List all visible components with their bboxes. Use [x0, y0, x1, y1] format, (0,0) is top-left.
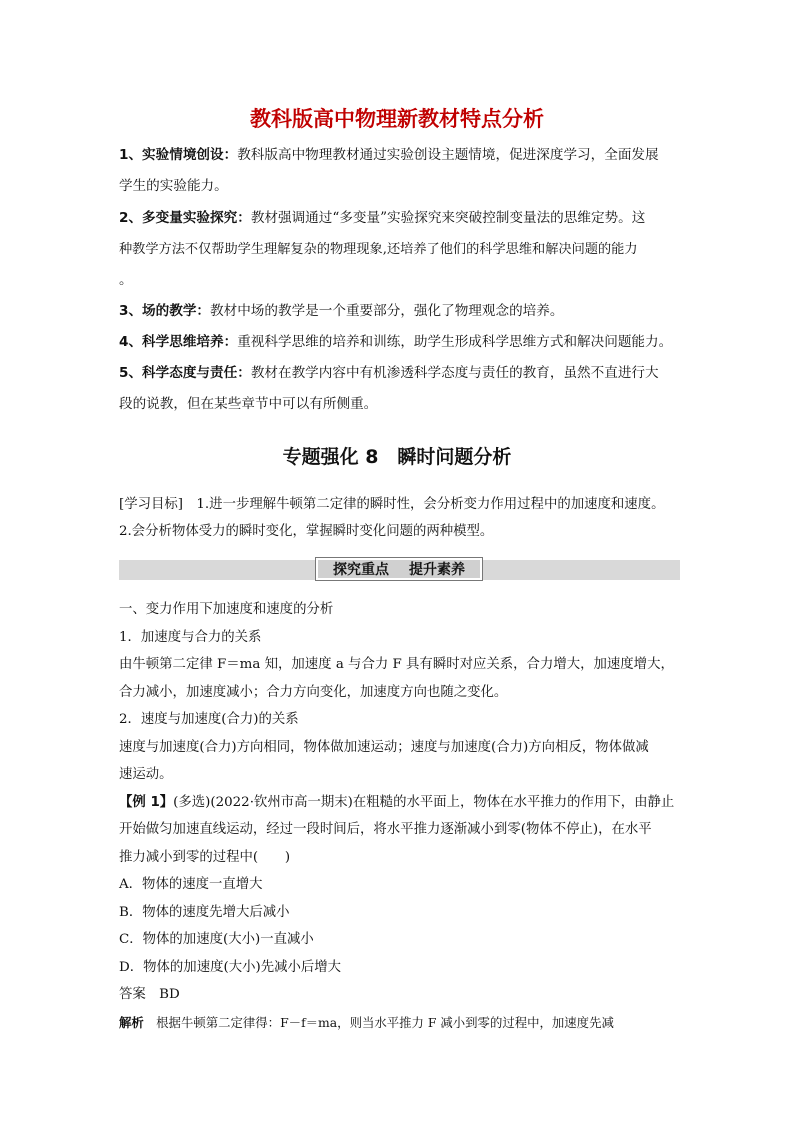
paragraph-line: 合力减小，加速度减小；合力方向变化，加速度方向也随之变化。 — [119, 684, 508, 700]
content-paragraph — [119, 734, 683, 789]
feature-item-2 — [119, 203, 679, 296]
feature-text: 种教学方法不仅帮助学生理解复杂的物理现象,还培养了他们的科学思维和解决问题的能力 — [119, 242, 638, 257]
paragraph-line: 速运动。 — [119, 767, 173, 782]
paragraph-line: 速度与加速度(合力)方向相同，物体做加速运动；速度与加速度(合力)方向相反，物体做减 — [119, 739, 649, 755]
feature-text: 段的说教，但在某些章节中可以有所侧重。 — [119, 396, 378, 412]
paragraph-line: 由牛顿第二定律 F＝ma 知，加速度 a 与合力 F 具有瞬时对应关系，合力增大，加速度增大， — [119, 657, 674, 672]
analysis-text: 根据牛顿第二定律得：F－f＝ma，则当水平推力 F 减小到零的过程中，加速度先减 — [156, 1014, 614, 1030]
feature-text: 教材强调通过“多变量”实验探究来突破控制变量法的思维定势。这 — [250, 210, 646, 226]
example-line: (多选)(2022·钦州市高一期末)在粗糙的水平面上，物体在水平推力的作用下，由静止 — [173, 794, 675, 810]
section-title: 专题强化 8 瞬时问题分析 — [282, 446, 512, 468]
option-d: D．物体的加速度(大小)先减小后增大 — [119, 959, 342, 975]
banner-left-text: 探究重点 — [333, 562, 389, 578]
learning-goal — [119, 491, 681, 545]
feature-text: 教材中场的教学是一个重要部分，强化了物理观念的培养。 — [210, 303, 564, 319]
section-banner — [315, 557, 483, 581]
content-subheading: 2．速度与加速度(合力)的关系 — [119, 712, 299, 727]
answer-line — [119, 981, 683, 1009]
option-c: C．物体的加速度(大小)一直减小 — [119, 932, 314, 947]
option-a: A．物体的速度一直增大 — [119, 877, 263, 892]
analysis-label: 解析 — [119, 1014, 144, 1030]
feature-text: 重视科学思维的培养和训练，助学生形成科学思维方式和解决问题能力。 — [237, 334, 673, 350]
content-heading: 一、变力作用下加速度和速度的分析 — [119, 602, 334, 617]
feature-item-5 — [119, 358, 679, 420]
example-line: 推力减小到零的过程中( ) — [119, 849, 291, 865]
feature-label: 4、科学思维培养： — [119, 334, 238, 350]
feature-label: 2、多变量实验探究： — [119, 210, 251, 226]
example-line: 开始做匀加速直线运动，经过一段时间后，将水平推力逐渐减小到零(物体不停止)，在水平 — [119, 822, 652, 837]
feature-item-3 — [119, 296, 679, 327]
content-subheading: 1．加速度与合力的关系 — [119, 629, 262, 645]
option-b: B．物体的速度先增大后减小 — [119, 904, 290, 920]
answer-value: BD — [159, 987, 180, 1002]
feature-item-1 — [119, 140, 679, 202]
feature-label: 5、科学态度与责任： — [119, 365, 251, 381]
document-title: 教科版高中物理新教材特点分析 — [250, 107, 544, 131]
feature-item-4 — [119, 327, 679, 358]
feature-text: 。 — [119, 272, 133, 288]
analysis-line — [119, 1009, 683, 1037]
banner-right-text: 提升素养 — [409, 562, 465, 578]
example-tag: 【例 1】 — [119, 794, 174, 810]
feature-text: 教科版高中物理教材通过实验创设主题情境，促进深度学习，全面发展 — [237, 147, 659, 163]
feature-label: 1、实验情境创设： — [119, 147, 238, 163]
content-body — [119, 596, 683, 1036]
learning-goal-tag: [学习目标] — [119, 497, 184, 512]
answer-label: 答案 — [119, 987, 146, 1002]
example-question — [119, 789, 683, 872]
feature-text: 教材在教学内容中有机渗透科学态度与责任的教育，虽然不直进行大 — [250, 365, 659, 381]
content-paragraph — [119, 651, 683, 706]
learning-goal-line: 1.进一步理解牛顿第二定律的瞬时性，会分析变力作用过程中的加速度和速度。 — [196, 497, 665, 512]
feature-label: 3、场的教学： — [119, 303, 211, 319]
learning-goal-line: 2.会分析物体受力的瞬时变化，掌握瞬时变化问题的两种模型。 — [119, 524, 494, 539]
feature-text: 学生的实验能力。 — [119, 178, 228, 194]
